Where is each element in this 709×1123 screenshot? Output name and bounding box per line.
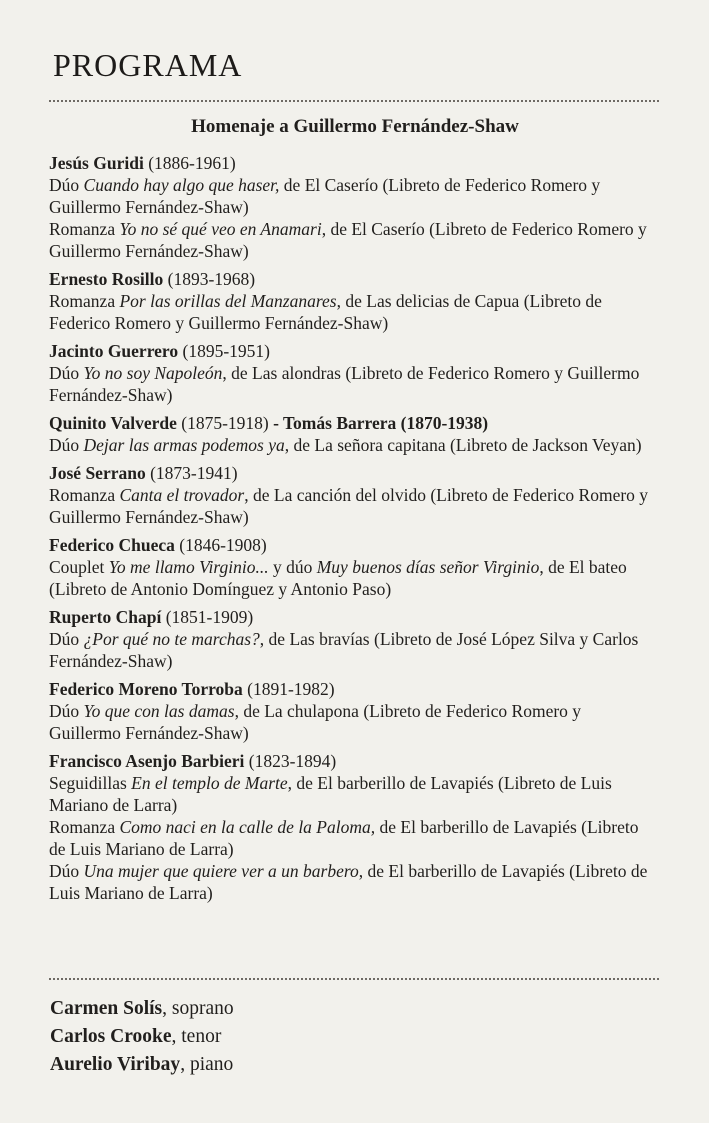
plain-text: Romanza	[49, 291, 120, 311]
plain-text: , de Las alondras (Libreto de Federico Romero y Guillermo Fernández-Shaw)	[49, 363, 640, 405]
composer-heading	[49, 750, 657, 772]
work-title-italic: ¿Por qué no te marchas?	[83, 629, 260, 649]
program-entry	[49, 152, 657, 262]
plain-text: Dúo	[49, 629, 84, 649]
plain-text: (1873-1941)	[145, 463, 238, 483]
work-title-italic: Como naci en la calle de la Paloma,	[119, 817, 376, 837]
work-line	[49, 362, 657, 406]
program-entry	[49, 606, 657, 672]
composer-heading	[49, 268, 657, 290]
plain-text: , de El bateo (Libreto de Antonio Domínguez y Antonio Paso)	[49, 557, 627, 599]
performer-name: Carmen Solís	[50, 998, 163, 1019]
plain-text: , de Las delicias de Capua (Libreto de Federico Romero y Guillermo Fernández-Shaw)	[49, 291, 602, 333]
bottom-divider	[49, 978, 661, 980]
work-line	[49, 860, 657, 904]
performer-line	[50, 1023, 234, 1051]
plain-text: (1846-1908)	[174, 535, 267, 555]
plain-text: , de El Caserío (Libreto de Federico Romero y Guillermo Fernández-Shaw)	[49, 219, 647, 261]
plain-text: Romanza	[49, 817, 120, 837]
plain-text: , de La chulapona (Libreto de Federico Romero y Guillermo Fernández-Shaw)	[49, 701, 582, 743]
plain-text: , de Las bravías (Libreto de José López Silva y Carlos Fernández-Shaw)	[49, 629, 639, 671]
program-entry	[49, 268, 657, 334]
work-line	[49, 174, 657, 218]
performer-role: , piano	[180, 1054, 234, 1075]
work-title-italic: Yo que con las damas	[83, 701, 235, 721]
work-title-italic: Canta el trovador	[119, 485, 245, 505]
performer-line	[50, 1051, 234, 1079]
program-entry	[49, 534, 657, 600]
composer-heading	[49, 412, 657, 434]
plain-text: (1875-1918)	[176, 413, 274, 433]
work-title-italic: Cuando hay algo que haser,	[83, 175, 280, 195]
performer-role: , tenor	[171, 1026, 222, 1047]
work-line	[49, 816, 657, 860]
plain-text: Romanza	[49, 219, 120, 239]
plain-text: Dúo	[49, 175, 84, 195]
bold-text: José Serrano	[49, 463, 146, 483]
page-title: PROGRAMA	[53, 47, 243, 83]
composer-heading	[49, 534, 657, 556]
program-entry	[49, 340, 657, 406]
work-line	[49, 434, 657, 456]
composer-heading	[49, 678, 657, 700]
composer-heading	[49, 340, 657, 362]
work-title-italic: Por las orillas del Manzanares	[119, 291, 337, 311]
work-line	[49, 218, 657, 262]
bold-text: Federico Moreno Torroba	[49, 679, 243, 699]
bold-text: Ruperto Chapí	[49, 607, 162, 627]
bold-text: Francisco Asenjo Barbieri	[49, 751, 245, 771]
plain-text: Dúo	[49, 435, 84, 455]
program-page	[49, 0, 661, 1123]
bold-text: Jesús Guridi	[49, 153, 144, 173]
composer-heading	[49, 606, 657, 628]
top-divider	[49, 100, 661, 102]
work-line	[49, 556, 657, 600]
work-title-italic: Una mujer que quiere ver a un barbero	[83, 861, 359, 881]
bold-text: Quinito Valverde	[49, 413, 177, 433]
bold-text: Federico Chueca	[49, 535, 175, 555]
plain-text: Couplet	[49, 557, 109, 577]
composer-heading	[49, 462, 657, 484]
performers-list	[50, 995, 234, 1079]
plain-text: , de El barberillo de Lavapiés (Libreto de Luis Mariano de Larra)	[49, 861, 648, 903]
plain-text: Romanza	[49, 485, 120, 505]
work-line	[49, 700, 657, 744]
work-title-italic: Muy buenos días señor Virginio	[316, 557, 540, 577]
plain-text: (1895-1951)	[178, 341, 270, 361]
plain-text: Dúo	[49, 363, 84, 383]
performer-role: , soprano	[162, 998, 234, 1019]
work-line	[49, 628, 657, 672]
program-entry	[49, 462, 657, 528]
plain-text: de El barberillo de Lavapiés (Libreto de Luis Mariano de Larra)	[49, 817, 639, 859]
plain-text: y dúo	[268, 557, 317, 577]
composer-heading	[49, 152, 657, 174]
performer-line	[50, 995, 234, 1023]
work-title-italic: Yo no sé qué veo en Anamari	[119, 219, 322, 239]
work-title-italic: Yo me llamo Virginio...	[108, 557, 269, 577]
program-list	[49, 152, 657, 904]
page-subtitle: Homenaje a Guillermo Fernández-Shaw	[191, 116, 519, 137]
work-line	[49, 484, 657, 528]
plain-text: , de La canción del olvido (Libreto de Federico Romero y Guillermo Fernández-Shaw)	[49, 485, 649, 527]
program-entry	[49, 678, 657, 744]
plain-text: (1893-1968)	[163, 269, 256, 289]
work-line	[49, 290, 657, 334]
program-entry	[49, 750, 657, 904]
plain-text: Dúo	[49, 861, 84, 881]
bold-text: Ernesto Rosillo	[49, 269, 164, 289]
plain-text: , de El barberillo de Lavapiés (Libreto de Luis Mariano de Larra)	[49, 773, 612, 815]
plain-text: (1851-1909)	[161, 607, 254, 627]
plain-text: de El Caserío (Libreto de Federico Romero y Guillermo Fernández-Shaw)	[49, 175, 601, 217]
plain-text: Dúo	[49, 701, 84, 721]
plain-text: , de La señora capitana (Libreto de Jackson Veyan)	[284, 435, 642, 455]
program-entry	[49, 412, 657, 456]
work-title-italic: Yo no soy Napoleón	[83, 363, 223, 383]
performer-name: Carlos Crooke	[50, 1026, 172, 1047]
performer-name: Aurelio Viribay	[50, 1054, 181, 1075]
bold-text: - Tomás Barrera (1870-1938)	[273, 413, 489, 433]
work-line	[49, 772, 657, 816]
plain-text: (1891-1982)	[242, 679, 335, 699]
plain-text: (1886-1961)	[143, 153, 236, 173]
work-title-italic: Dejar las armas podemos ya	[83, 435, 285, 455]
plain-text: (1823-1894)	[244, 751, 337, 771]
work-title-italic: En el templo de Marte	[131, 773, 288, 793]
plain-text: Seguidillas	[49, 773, 132, 793]
bold-text: Jacinto Guerrero	[49, 341, 179, 361]
